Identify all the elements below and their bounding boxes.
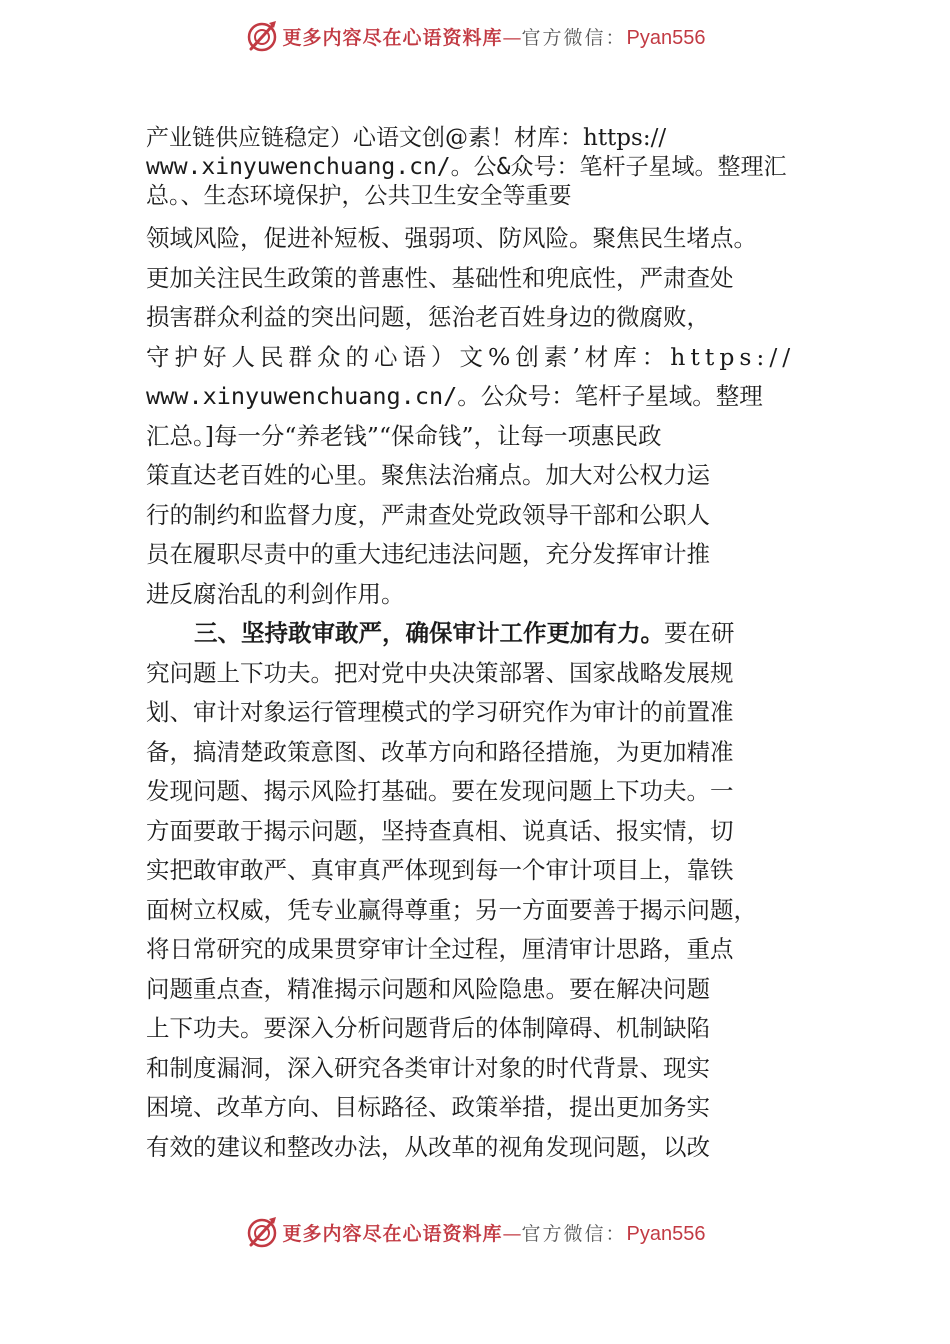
text-line: 发现问题、揭示风险打基础。要在发现问题上下功夫。一 xyxy=(146,777,734,805)
header-banner xyxy=(0,14,950,58)
text-line: 划、审计对象运行管理模式的学习研究作为审计的前置准 xyxy=(146,698,734,726)
text-line: 问题重点查，精准揭示问题和风险隐患。要在解决问题 xyxy=(146,974,710,1003)
text-line: 有效的建议和整改办法，从改革的视角发现问题，以改 xyxy=(146,1132,710,1161)
text-line: www.xinyuwenchuang.cn/。公&众号：笔杆子星域。整理汇 xyxy=(146,154,787,180)
text-line: 上下功夫。要深入分析问题背后的体制障碍、机制缺陷 xyxy=(146,1014,710,1042)
header-separator: — xyxy=(502,26,522,49)
header-brand: 更多内容尽在心语资料库 xyxy=(282,26,503,49)
paragraph-heading-line xyxy=(146,614,811,654)
line-gap xyxy=(146,211,811,219)
paragraph-heading: 三、坚持敢审敢严，确保审计工作更加有力。 xyxy=(194,619,664,647)
text-line: 员在履职尽责中的重大违纪违法问题，充分发挥审计推 xyxy=(146,540,710,568)
footer-separator: — xyxy=(502,1222,522,1245)
text-line: 汇总。]每一分“养老钱”“保命钱”，让每一项惠民政 xyxy=(146,421,662,450)
footer-brand-text xyxy=(283,1219,706,1246)
text-line: 产业链供应链稳定）心语文创@素！材库：https:// xyxy=(146,125,667,151)
text-line: 守护好人民群众的心语）文%创素’材库：https:// xyxy=(146,342,796,371)
footer-wechat-id: Pyan556 xyxy=(626,1222,706,1245)
header-wechat-id: Pyan556 xyxy=(626,26,706,49)
text-line: 更加关注民生政策的普惠性、基础性和兜底性，严肃查处 xyxy=(146,263,734,292)
header-brand-text xyxy=(283,23,706,50)
text-line: 进反腐治乱的利剑作用。 xyxy=(146,579,405,608)
footer-banner xyxy=(0,1210,950,1254)
text-line: 总。、生态环境保护，公共卫生安全等重要 xyxy=(146,183,572,209)
text-line: 备，搞清楚政策意图、改革方向和路径措施，为更加精准 xyxy=(146,737,734,766)
text-line: 困境、改革方向、目标路径、政策举措，提出更加务实 xyxy=(146,1093,710,1121)
paragraph-heading-tail: 要在研 xyxy=(664,619,735,647)
text-line: www.xinyuwenchuang.cn/。公众号：笔杆子星域。整理 xyxy=(146,382,763,410)
text-line: 损害群众利益的突出问题，惩治老百姓身边的微腐败， xyxy=(146,303,710,331)
text-line: 面树立权威，凭专业赢得尊重；另一方面要善于揭示问题， xyxy=(146,895,757,924)
brand-logo-icon xyxy=(245,19,279,53)
brand-logo-icon xyxy=(245,1215,279,1249)
text-line: 方面要敢于揭示问题，坚持查真相、说真话、报实情，切 xyxy=(146,816,734,845)
text-line: 策直达老百姓的心里。聚焦法治痛点。加大对公权力运 xyxy=(146,461,710,489)
text-line: 实把敢审敢严、真审真严体现到每一个审计项目上，靠铁 xyxy=(146,856,734,884)
footer-wechat-label: 官方微信： xyxy=(521,1222,627,1245)
text-line: 领域风险，促进补短板、强弱项、防风险。聚焦民生堵点。 xyxy=(146,224,757,252)
text-line: 将日常研究的成果贯穿审计全过程，厘清审计思路，重点 xyxy=(146,935,734,963)
text-line: 和制度漏洞，深入研究各类审计对象的时代背景、现实 xyxy=(146,1053,710,1082)
header-wechat-label: 官方微信： xyxy=(521,26,627,49)
text-line: 究问题上下功夫。把对党中央决策部署、国家战略发展规 xyxy=(146,658,734,687)
footer-brand: 更多内容尽在心语资料库 xyxy=(282,1222,503,1245)
text-line: 行的制约和监督力度，严肃查处党政领导干部和公职人 xyxy=(146,500,710,529)
document-body xyxy=(146,124,811,1167)
